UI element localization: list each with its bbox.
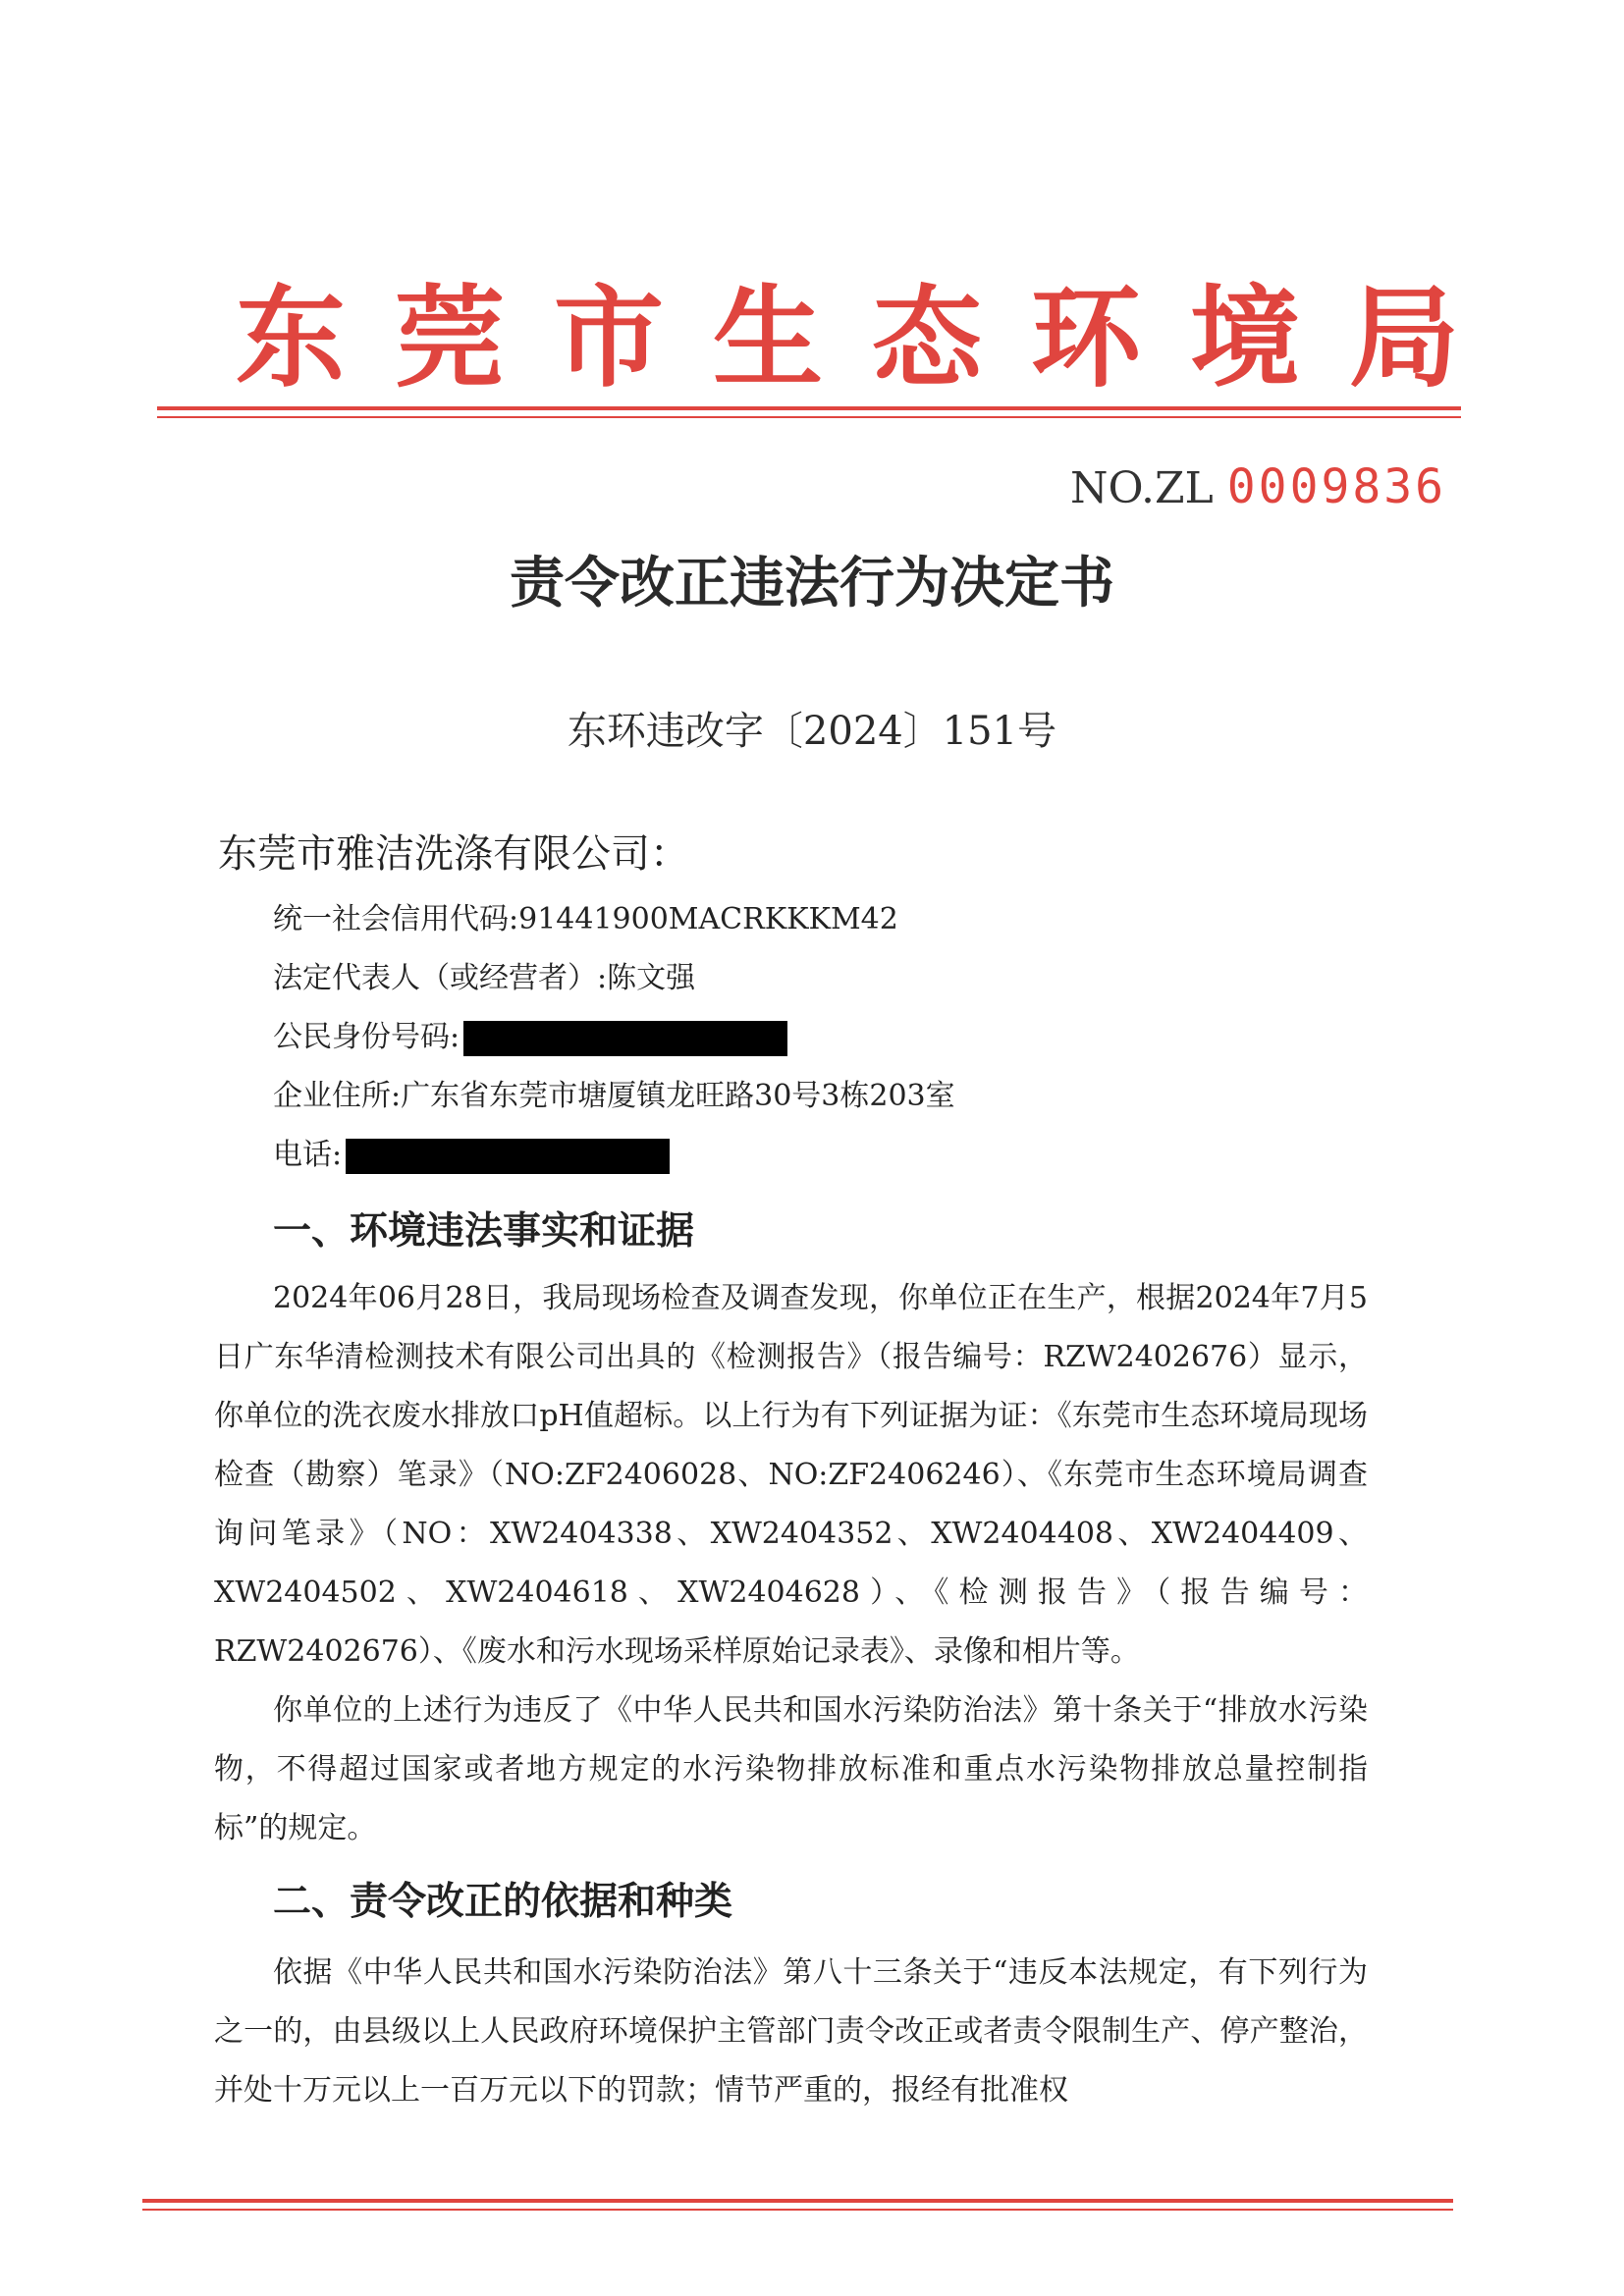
redaction-bar bbox=[346, 1139, 670, 1174]
section1-paragraph-2: 你单位的上述行为违反了《中华人民共和国水污染防治法》第十条关于“排放水污染物，不得超过国家或者地方规定的水污染物排放标准和重点水污染物排放总量控制指标”的规定。 bbox=[214, 1693, 1368, 1845]
section2-paragraph-1: 依据《中华人民共和国水污染防治法》第八十三条关于“违反本法规定，有下列行为之一的，由县级以上人民政府环境保护主管部门责令改正或者责令限制生产、停产整治，并处十万元以上一百万元以下的罚款；情节严重的，报经有批准权 bbox=[214, 1955, 1368, 2108]
serial-digits: 0009836 bbox=[1226, 459, 1447, 514]
address-field: 企业住所:广东省东莞市塘厦镇龙旺路30号3栋203室 bbox=[273, 1079, 955, 1113]
phone-field bbox=[273, 1131, 670, 1180]
section-heading-1: 一、环境违法事实和证据 bbox=[273, 1209, 695, 1254]
header-rule-thin bbox=[157, 416, 1461, 418]
header-rule bbox=[157, 406, 1461, 410]
footer-rule bbox=[142, 2199, 1453, 2203]
phone-label: 电话: bbox=[273, 1138, 343, 1172]
credit-code-field: 统一社会信用代码:91441900MACRKKKM42 bbox=[273, 902, 898, 936]
document-title: 责令改正违法行为决定书 bbox=[510, 552, 1114, 615]
id-number-field bbox=[273, 1013, 787, 1062]
id-number-label: 公民身份号码: bbox=[273, 1020, 460, 1054]
legal-rep-field: 法定代表人（或经营者）:陈文强 bbox=[273, 961, 696, 995]
redaction-bar bbox=[463, 1021, 787, 1056]
section1-paragraph-1: 2024年06月28日，我局现场检查及调查发现，你单位正在生产，根据2024年7月5日广东华清检测技术有限公司出具的《检测报告》（报告编号：RZW2402676）显示，你单位的洗衣废水排放口pH值超标。以上行为有下列证据为证：《东莞市生态环境局现场检查（勘察）笔录》（NO:ZF2406028、NO:ZF2406246）、《东莞市生态环境局调查询问笔录》（NO：XW2404338、XW2404352、XW2404408、XW2404409、XW2404502、XW2404618、XW2404628）、《检测报告》（报告编号：RZW2402676）、《废水和污水现场采样原始记录表》、录像和相片等。 bbox=[214, 1281, 1368, 1669]
recipient-name: 东莞市雅洁洗涤有限公司： bbox=[218, 831, 689, 877]
serial-number bbox=[1070, 457, 1446, 516]
footer-rule-thin bbox=[142, 2209, 1453, 2211]
agency-header-title: 东莞市生态环境局 bbox=[236, 275, 1508, 402]
document-number: 东环违改字〔2024〕151号 bbox=[567, 709, 1057, 754]
section-heading-2: 二、责令改正的依据和种类 bbox=[273, 1880, 733, 1924]
serial-prefix: NO.ZL bbox=[1070, 463, 1214, 513]
